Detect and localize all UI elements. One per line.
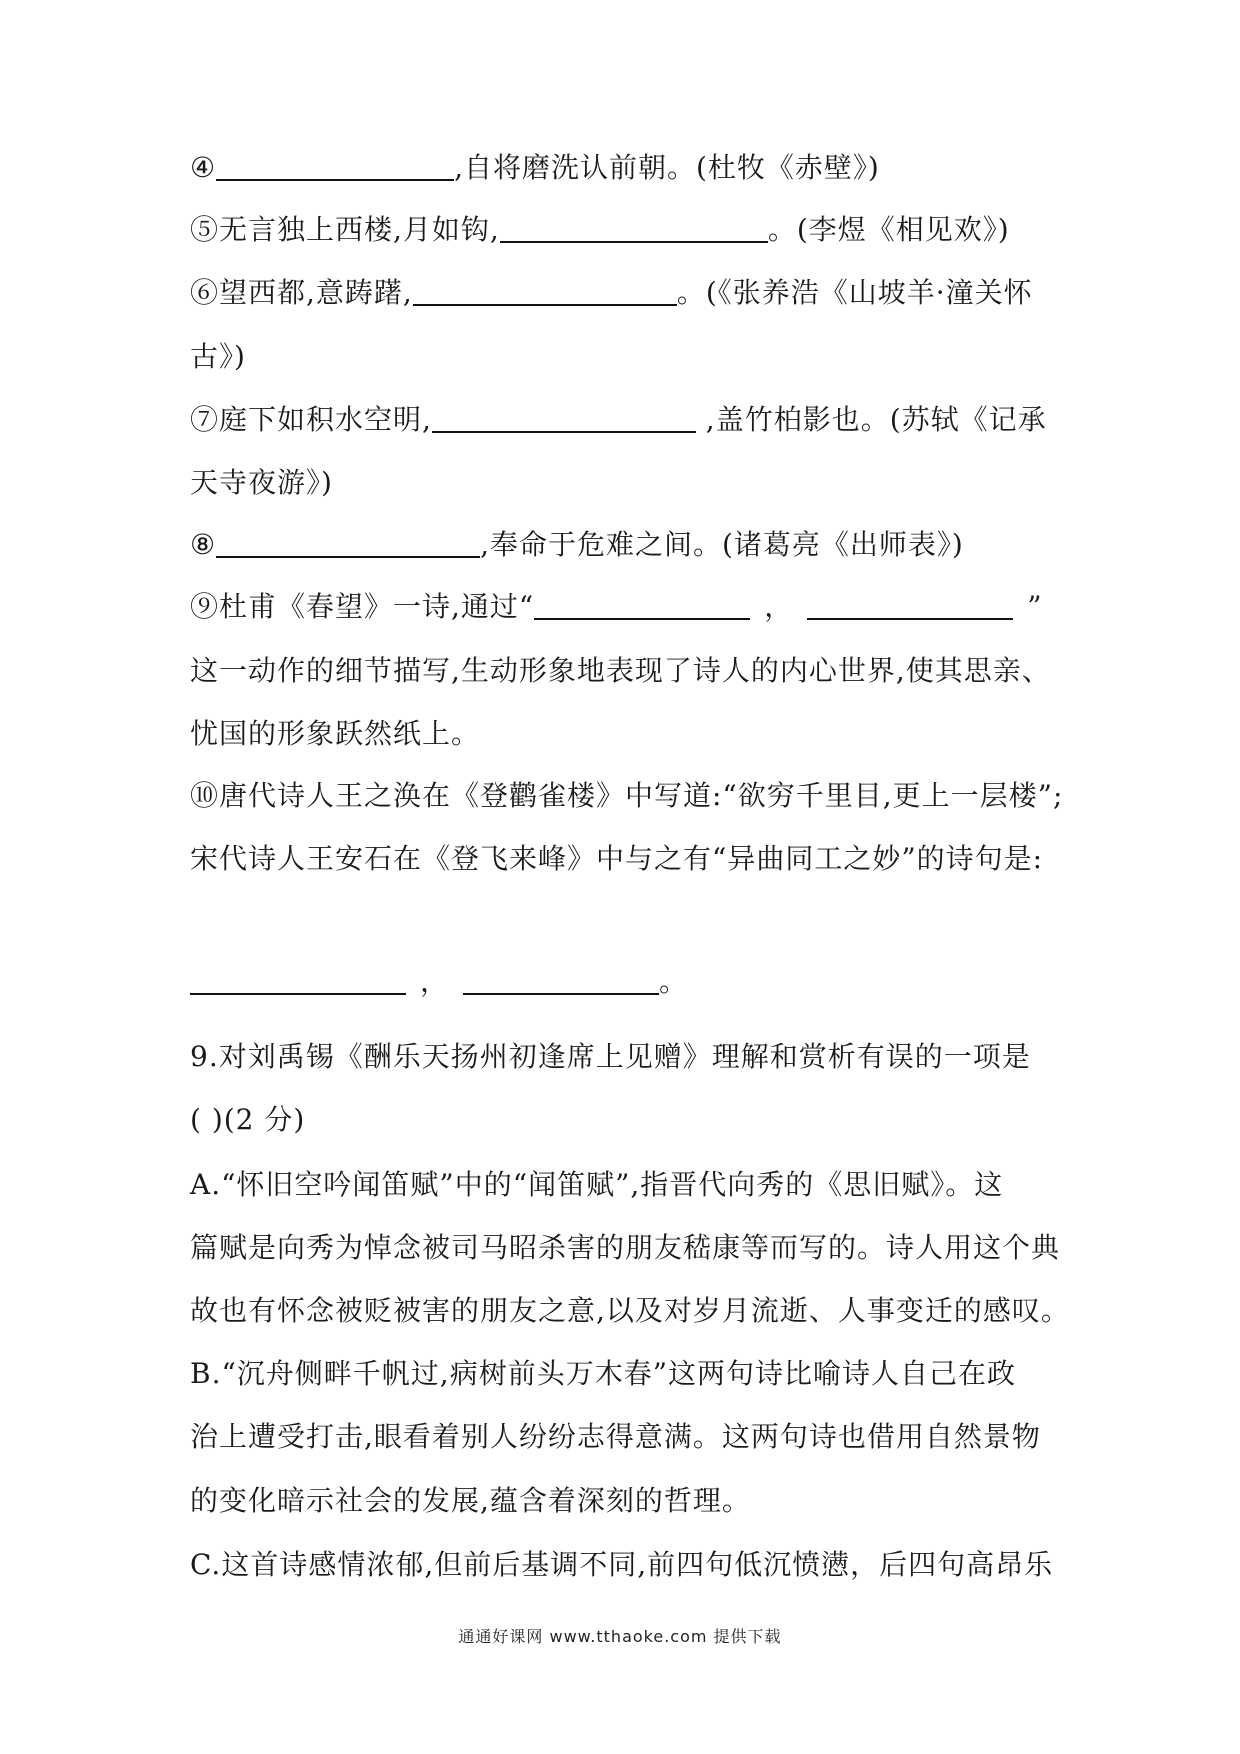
item-9-line-3-text: 忧国的形象跃然纸上。 [190,717,481,750]
item-10-answer-line [190,962,1070,1002]
option-a-text: A.“怀旧空吟闻笛赋”中的“闻笛赋”,指晋代向秀的《思旧赋》。这 [190,1168,1004,1201]
answer-blank[interactable] [500,211,768,243]
question-9-stem [190,1037,1070,1077]
item-10-line-1-text: ⑩唐代诗人王之涣在《登鹳雀楼》中写道:“欲穷千里目,更上一层楼”; [190,779,1064,812]
answer-blank[interactable] [413,274,677,306]
option-b-text: 治上遭受打击,眼看着别人纷纷志得意满。这两句诗也借用自然景物 [190,1420,1041,1453]
option-a-text: 篇赋是向秀为悼念被司马昭杀害的朋友嵇康等而写的。诗人用这个典 [190,1231,1061,1264]
item-9-prefix: ⑨杜甫《春望》一诗,通过“ [190,590,535,623]
item-7 [190,400,1070,440]
item-10-comma: ， [420,965,450,998]
answer-blank[interactable] [216,149,454,181]
item-4-suffix: ,自将磨洗认前朝。(杜牧《赤壁》) [454,151,880,184]
option-c-line-1 [190,1545,1070,1585]
item-6-continuation [190,337,1070,377]
answer-blank[interactable] [807,588,1013,620]
item-6 [190,273,1070,313]
item-6-continuation-text: 古》) [190,340,246,373]
answer-blank[interactable] [534,588,750,620]
item-5 [190,210,1070,250]
item-7-suffix: ,盖竹柏影也。(苏轼《记承 [695,403,1047,436]
item-9-line-2-text: 这一动作的细节描写,生动形象地表现了诗人的内心世界,使其思亲、 [190,654,1051,687]
item-9-comma: ， [764,590,794,623]
option-b-line-1 [190,1354,1070,1394]
option-b-text: B.“沉舟侧畔千帆过,病树前头万木春”这两句诗比喻诗人自己在政 [190,1357,1017,1390]
question-9-stem-line-1: 9.对刘禹锡《酬乐天扬州初逢席上见赠》理解和赏析有误的一项是 [190,1040,1031,1073]
page-footer: 通通好课网 www.tthaoke.com 提供下载 [458,1627,782,1646]
item-9 [190,587,1070,627]
option-a-line-2 [190,1228,1070,1268]
answer-blank[interactable] [190,963,406,995]
item-6-prefix: ⑥望西都,意踌躇, [190,276,413,309]
option-a-line-3 [190,1291,1070,1331]
item-5-suffix: 。(李煜《相见欢》) [767,213,1010,246]
item-4-prefix: ④ [190,151,217,184]
item-5-prefix: ⑤无言独上西楼,月如钩, [190,213,500,246]
option-b-line-2 [190,1417,1070,1457]
item-8-prefix: ⑧ [190,528,217,561]
item-9-line-2 [190,651,1070,691]
option-b-line-3 [190,1481,1070,1521]
item-10-line-2 [190,839,1070,879]
item-7-continuation [190,463,1070,503]
item-8 [190,525,1070,565]
item-6-suffix: 。(《张养浩《山坡羊·潼关怀 [676,276,1033,309]
question-9-stem-line-2 [190,1100,1070,1140]
answer-blank[interactable] [432,401,696,433]
option-a-text: 故也有怀念被贬被害的朋友之意,以及对岁月流逝、人事变迁的感叹。 [190,1294,1070,1327]
item-10-end: 。 [659,965,689,998]
option-c-text: C.这首诗感情浓郁,但前后基调不同,前四句低沉愤懑，后四句高昂乐 [190,1548,1054,1581]
option-b-text: 的变化暗示社会的发展,蕴含着深刻的哲理。 [190,1484,751,1517]
option-a-line-1 [190,1165,1070,1205]
item-7-prefix: ⑦庭下如积水空明, [190,403,432,436]
item-10-line-2-text: 宋代诗人王安石在《登飞来峰》中与之有“异曲同工之妙”的诗句是: [190,842,1044,875]
answer-blank[interactable] [216,526,480,558]
item-7-continuation-text: 天寺夜游》) [190,466,333,499]
answer-blank[interactable] [463,963,659,995]
item-10 [190,776,1070,816]
item-4 [190,148,1070,188]
item-8-suffix: ,奉命于危难之间。(诸葛亮《出师表》) [480,528,964,561]
item-9-line-3 [190,714,1070,754]
item-9-suffix: ” [1027,590,1043,623]
question-9-answer-bracket[interactable]: ( )(2 分) [190,1103,306,1136]
